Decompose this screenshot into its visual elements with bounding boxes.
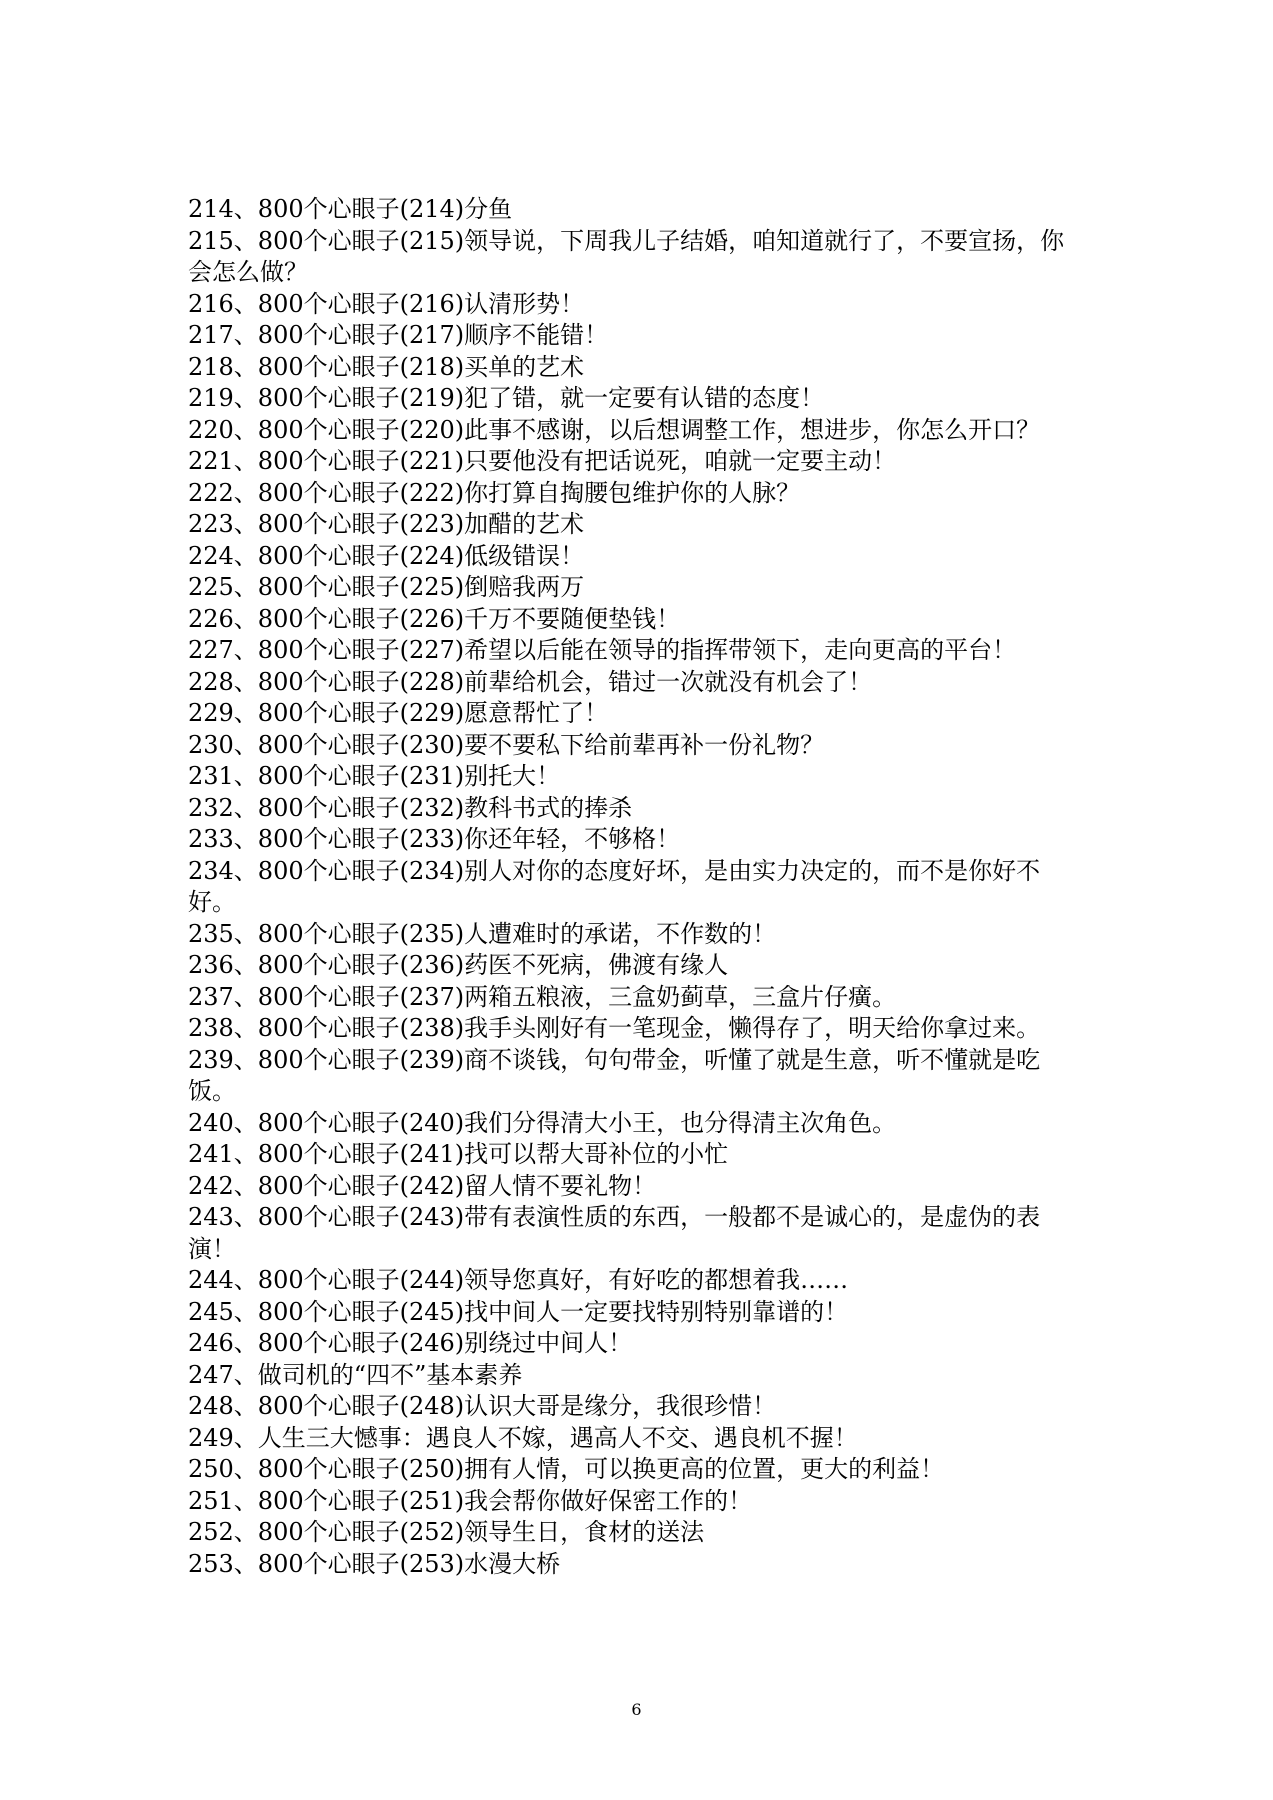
list-item: 250、800个心眼子(250)拥有人情，可以换更高的位置，更大的利益！: [188, 1455, 945, 1483]
list-item: 239、800个心眼子(239)商不谈钱，句句带金，听懂了就是生意，听不懂就是吃饭。: [188, 1045, 1041, 1105]
list-item: 220、800个心眼子(220)此事不感谢，以后想调整工作，想进步，你怎么开口？: [188, 415, 1041, 444]
list-item: 246、800个心眼子(246)别绕过中间人！: [188, 1329, 633, 1357]
list-item: 221、800个心眼子(221)只要他没有把话说死，咱就一定要主动！: [188, 447, 897, 475]
list-item: 252、800个心眼子(252)领导生日，食材的送法: [188, 1518, 705, 1546]
list-item: 226、800个心眼子(226)千万不要随便垫钱！: [188, 604, 681, 633]
list-item: 228、800个心眼子(228)前辈给机会，错过一次就没有机会了！: [188, 667, 873, 696]
list-item: 215、800个心眼子(215)领导说，下周我儿子结婚，咱知道就行了，不要宣扬，你会怎么做？: [188, 226, 1065, 286]
list-item: 224、800个心眼子(224)低级错误！: [188, 541, 585, 570]
list-item: 229、800个心眼子(229)愿意帮忙了！: [188, 699, 609, 727]
list-item: 233、800个心眼子(233)你还年轻，不够格！: [188, 825, 681, 853]
list-item: 249、人生三大憾事：遇良人不嫁，遇高人不交、遇良机不握！: [188, 1423, 858, 1452]
list-item: 242、800个心眼子(242)留人情不要礼物！: [188, 1171, 657, 1200]
list-item: 248、800个心眼子(248)认识大哥是缘分，我很珍惜！: [188, 1392, 777, 1420]
page-number: 6: [631, 1700, 642, 1719]
list-item: 253、800个心眼子(253)水漫大桥: [188, 1549, 561, 1578]
list-item: 230、800个心眼子(230)要不要私下给前辈再补一份礼物？: [188, 730, 825, 759]
list-item: 219、800个心眼子(219)犯了错，就一定要有认错的态度！: [188, 384, 825, 412]
list-item: 222、800个心眼子(222)你打算自掏腰包维护你的人脉？: [188, 478, 801, 507]
list-item: 247、做司机的“四不”基本素养: [188, 1360, 523, 1389]
list-item: 216、800个心眼子(216)认清形势！: [188, 289, 585, 318]
list-item: 214、800个心眼子(214)分鱼: [188, 195, 513, 223]
list-item: 217、800个心眼子(217)顺序不能错！: [188, 321, 609, 349]
document-body: [188, 194, 1068, 1580]
list-item: 240、800个心眼子(240)我们分得清大小王，也分得清主次角色。: [188, 1108, 897, 1137]
list-item: 231、800个心眼子(231)别托大！: [188, 762, 561, 790]
list-item: 227、800个心眼子(227)希望以后能在领导的指挥带领下，走向更高的平台！: [188, 636, 1017, 664]
list-item: 234、800个心眼子(234)别人对你的态度好坏，是由实力决定的，而不是你好不好。: [188, 856, 1041, 916]
list-item: 235、800个心眼子(235)人遭难时的承诺，不作数的！: [188, 919, 777, 948]
list-item: 223、800个心眼子(223)加醋的艺术: [188, 510, 585, 538]
list-item: 243、800个心眼子(243)带有表演性质的东西，一般都不是诚心的，是虚伪的表演！: [188, 1203, 1041, 1263]
list-item: 218、800个心眼子(218)买单的艺术: [188, 352, 585, 381]
list-item: 241、800个心眼子(241)找可以帮大哥补位的小忙: [188, 1140, 729, 1168]
list-item: 232、800个心眼子(232)教科书式的捧杀: [188, 793, 633, 822]
list-item: 251、800个心眼子(251)我会帮你做好保密工作的！: [188, 1486, 753, 1515]
list-item: 237、800个心眼子(237)两箱五粮液，三盒奶蓟草，三盒片仔癀。: [188, 982, 897, 1011]
list-item: 225、800个心眼子(225)倒赔我两万: [188, 573, 585, 601]
list-item: 236、800个心眼子(236)药医不死病，佛渡有缘人: [188, 951, 729, 979]
list-item: 238、800个心眼子(238)我手头刚好有一笔现金，懒得存了，明天给你拿过来。: [188, 1014, 1041, 1042]
list-item: 244、800个心眼子(244)领导您真好，有好吃的都想着我……: [188, 1266, 849, 1294]
list-item: 245、800个心眼子(245)找中间人一定要找特别特别靠谱的！: [188, 1297, 849, 1326]
